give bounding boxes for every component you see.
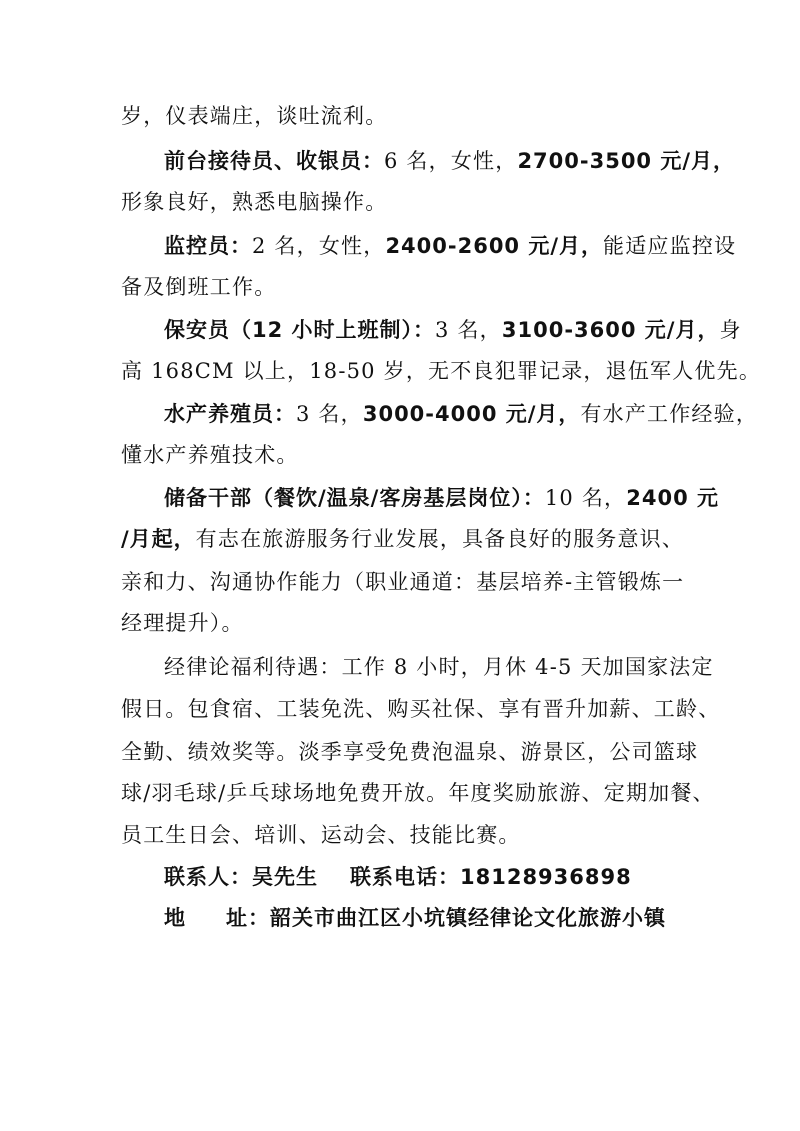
salary: 3000-4000 元/月， bbox=[362, 402, 581, 426]
contact-person: 联系人：吴先生 bbox=[164, 865, 318, 889]
job-monitor: 监控员：2 名，女性，2400-2600 元/月，能适应监控设 bbox=[164, 234, 737, 258]
job-title: 储备干部（餐饮/温泉/客房基层岗位）： bbox=[164, 486, 545, 510]
text-line: 高 168CM 以上，18-50 岁，无不良犯罪记录，退伍军人优先。 bbox=[121, 359, 762, 383]
job-reserve-cadre: 储备干部（餐饮/温泉/客房基层岗位）：10 名，2400 元 bbox=[164, 486, 720, 510]
job-front-desk: 前台接待员、收银员：6 名，女性，2700-3500 元/月， bbox=[164, 149, 736, 173]
text-line: 假日。包食宿、工装免洗、购买社保、享有晋升加薪、工龄、 bbox=[121, 697, 721, 721]
text-line: 员工生日会、培训、运动会、技能比赛。 bbox=[121, 823, 521, 847]
text-line: 经理提升）。 bbox=[121, 611, 244, 635]
salary: 3100-3600 元/月， bbox=[501, 318, 720, 342]
job-security: 保安员（12 小时上班制）：3 名，3100-3600 元/月，身 bbox=[164, 318, 742, 342]
address-label: 地 bbox=[164, 906, 186, 930]
salary: 2400-2600 元/月， bbox=[385, 234, 604, 258]
job-title: 水产养殖员： bbox=[164, 402, 296, 426]
job-title: 前台接待员、收银员： bbox=[164, 149, 384, 173]
text-line: 懂水产养殖技术。 bbox=[121, 443, 299, 467]
text-line: 岁，仪表端庄，谈吐流利。 bbox=[121, 104, 388, 128]
text-line: 亲和力、沟通协作能力（职业通道：基层培养-主管锻炼一 bbox=[121, 570, 685, 594]
salary: /月起， bbox=[121, 527, 196, 551]
job-title: 监控员： bbox=[164, 234, 252, 258]
text-line: 全勤、绩效奖等。淡季享受免费泡温泉、游景区，公司篮球 bbox=[121, 740, 699, 764]
benefits-paragraph: 经律论福利待遇：工作 8 小时，月休 4-5 天加国家法定 bbox=[164, 655, 714, 679]
contact-line bbox=[164, 862, 632, 892]
text-line: 形象良好，熟悉电脑操作。 bbox=[121, 190, 388, 214]
address-text: 址：韶关市曲江区小坑镇经律论文化旅游小镇 bbox=[226, 906, 666, 930]
contact-phone: 联系电话：18128936898 bbox=[350, 865, 632, 889]
job-aquaculture: 水产养殖员：3 名，3000-4000 元/月，有水产工作经验， bbox=[164, 402, 759, 426]
text-line: /月起，有志在旅游服务行业发展，具备良好的服务意识、 bbox=[121, 527, 685, 551]
address-line bbox=[164, 903, 666, 933]
job-title: 保安员（12 小时上班制）： bbox=[164, 318, 436, 342]
text-line: 备及倒班工作。 bbox=[121, 275, 277, 299]
salary: 2400 元 bbox=[626, 486, 720, 510]
text-line: 球/羽毛球/乒乓球场地免费开放。年度奖励旅游、定期加餐、 bbox=[121, 781, 715, 805]
salary: 2700-3500 元/月， bbox=[517, 149, 736, 173]
